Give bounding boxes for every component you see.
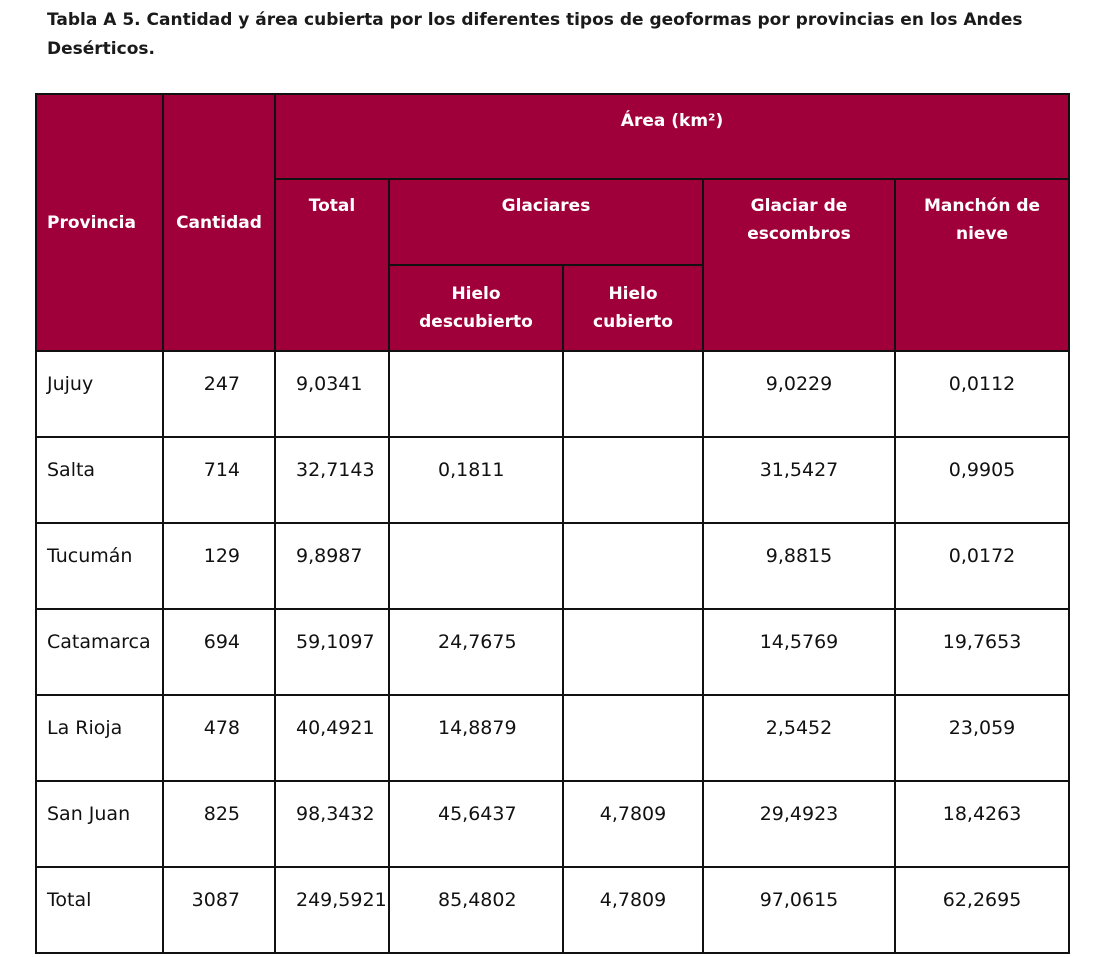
header-glaciar-escombros-line2: escombros [747, 224, 851, 244]
cell-provincia: Catamarca [36, 609, 163, 695]
header-glaciares: Glaciares [389, 179, 703, 265]
header-hielo-cubierto-line2: cubierto [593, 312, 673, 332]
header-provincia: Provincia [36, 94, 163, 351]
cell-total: 59,1097 [275, 609, 389, 695]
table-row [36, 351, 1069, 437]
header-hielo-descubierto-line1: Hielo [451, 284, 501, 304]
cell-cantidad: 3087 [163, 867, 275, 953]
cell-hielo-cubierto [563, 695, 703, 781]
cell-hielo-cubierto [563, 351, 703, 437]
cell-manchon-nieve: 23,059 [895, 695, 1069, 781]
cell-total: 98,3432 [275, 781, 389, 867]
cell-manchon-nieve: 18,4263 [895, 781, 1069, 867]
cell-cantidad: 714 [163, 437, 275, 523]
cell-cantidad: 247 [163, 351, 275, 437]
cell-manchon-nieve: 0,0172 [895, 523, 1069, 609]
cell-cantidad: 478 [163, 695, 275, 781]
cell-total: 32,7143 [275, 437, 389, 523]
geoformas-table [35, 93, 1070, 954]
table-row-total [36, 867, 1069, 953]
header-hielo-descubierto-line2: descubierto [419, 312, 533, 332]
table-row [36, 437, 1069, 523]
header-manchon-nieve-line1: Manchón de [923, 196, 1041, 216]
cell-manchon-nieve: 19,7653 [895, 609, 1069, 695]
cell-cantidad: 129 [163, 523, 275, 609]
cell-provincia: Salta [36, 437, 163, 523]
cell-hielo-cubierto: 4,7809 [563, 781, 703, 867]
cell-total: 249,5921 [275, 867, 389, 953]
caption-line-1: Tabla A 5. Cantidad y área cubierta por los diferentes tipos de geoformas por provincias en los Andes [47, 10, 1023, 30]
cell-glaciar-escombros: 29,4923 [703, 781, 895, 867]
table-body [36, 351, 1069, 953]
header-manchon-nieve [895, 179, 1069, 351]
header-area: Área (km²) [275, 94, 1069, 179]
cell-total: 40,4921 [275, 695, 389, 781]
header-glaciar-escombros [703, 179, 895, 351]
cell-glaciar-escombros: 9,8815 [703, 523, 895, 609]
cell-provincia: La Rioja [36, 695, 163, 781]
cell-hielo-cubierto [563, 523, 703, 609]
table-header [36, 94, 1069, 351]
cell-manchon-nieve: 0,0112 [895, 351, 1069, 437]
table-row [36, 523, 1069, 609]
header-glaciar-escombros-line1: Glaciar de [750, 196, 848, 216]
header-hielo-cubierto [563, 265, 703, 351]
cell-glaciar-escombros: 9,0229 [703, 351, 895, 437]
cell-total: 9,0341 [275, 351, 389, 437]
cell-glaciar-escombros: 31,5427 [703, 437, 895, 523]
cell-cantidad: 694 [163, 609, 275, 695]
cell-total: 9,8987 [275, 523, 389, 609]
header-cantidad: Cantidad [163, 94, 275, 351]
cell-hielo-descubierto: 14,8879 [389, 695, 563, 781]
table-row [36, 781, 1069, 867]
cell-hielo-cubierto [563, 437, 703, 523]
cell-hielo-descubierto: 0,1811 [389, 437, 563, 523]
cell-glaciar-escombros: 97,0615 [703, 867, 895, 953]
cell-provincia: San Juan [36, 781, 163, 867]
header-hielo-cubierto-line1: Hielo [608, 284, 658, 304]
cell-hielo-descubierto [389, 351, 563, 437]
header-total: Total [275, 179, 389, 351]
cell-manchon-nieve: 62,2695 [895, 867, 1069, 953]
cell-provincia: Tucumán [36, 523, 163, 609]
cell-provincia: Total [36, 867, 163, 953]
cell-glaciar-escombros: 2,5452 [703, 695, 895, 781]
caption-line-2: Desérticos. [47, 39, 155, 59]
header-hielo-descubierto [389, 265, 563, 351]
cell-cantidad: 825 [163, 781, 275, 867]
cell-hielo-descubierto: 45,6437 [389, 781, 563, 867]
table-row [36, 609, 1069, 695]
cell-hielo-cubierto: 4,7809 [563, 867, 703, 953]
table-caption [47, 6, 1057, 64]
table-row [36, 695, 1069, 781]
cell-hielo-descubierto: 24,7675 [389, 609, 563, 695]
cell-glaciar-escombros: 14,5769 [703, 609, 895, 695]
cell-manchon-nieve: 0,9905 [895, 437, 1069, 523]
cell-hielo-descubierto: 85,4802 [389, 867, 563, 953]
cell-provincia: Jujuy [36, 351, 163, 437]
cell-hielo-cubierto [563, 609, 703, 695]
header-manchon-nieve-line2: nieve [955, 224, 1009, 244]
cell-hielo-descubierto [389, 523, 563, 609]
